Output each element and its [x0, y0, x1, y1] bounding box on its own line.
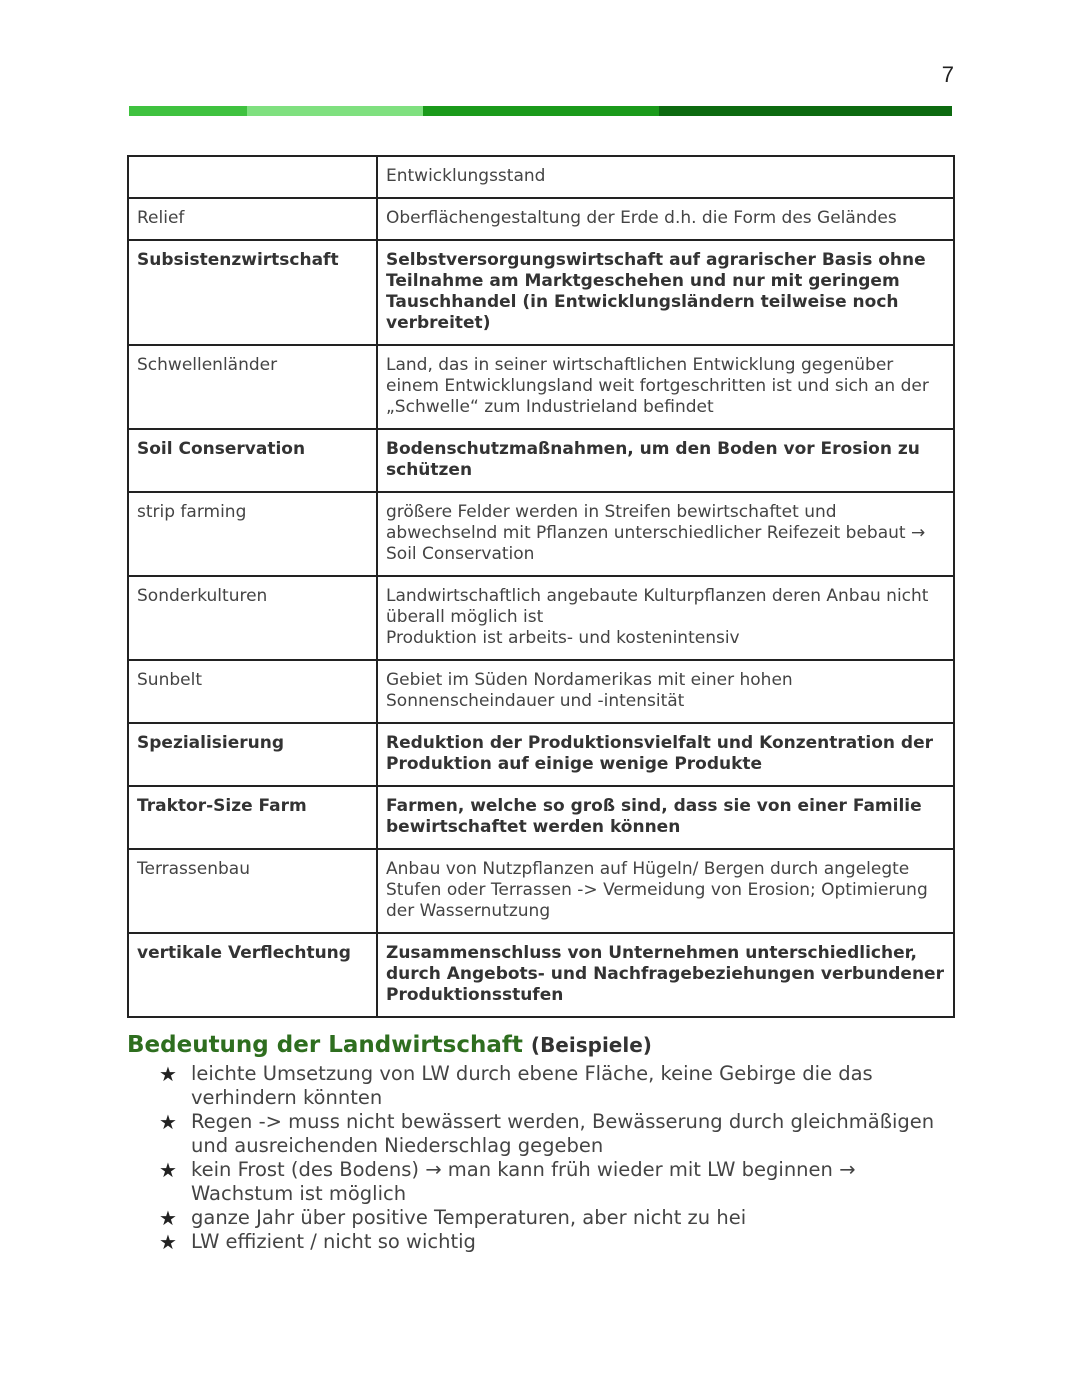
table-row: [128, 849, 954, 933]
color-bar-segment: [247, 106, 423, 116]
definition-cell: Oberflächengestaltung der Erde d.h. die Form des Geländes: [377, 198, 954, 240]
definition-cell: Reduktion der Produktionsvielfalt und Konzentration der Produktion auf einige wenige Produkte: [377, 723, 954, 786]
term-cell: vertikale Verflechtung: [128, 933, 377, 1017]
term-cell: Traktor-Size Farm: [128, 786, 377, 849]
glossary-table: [127, 155, 955, 1018]
list-item: [159, 1158, 955, 1206]
bullet-list: [127, 1062, 955, 1254]
term-cell: Schwellenländer: [128, 345, 377, 429]
table-row: [128, 198, 954, 240]
term-cell: Relief: [128, 198, 377, 240]
table-row: [128, 492, 954, 576]
term-cell: Sunbelt: [128, 660, 377, 723]
bullet-text: ganze Jahr über positive Temperaturen, aber nicht zu hei: [191, 1206, 747, 1229]
term-cell: strip farming: [128, 492, 377, 576]
list-item: [159, 1062, 955, 1110]
color-bar-segment: [129, 106, 247, 116]
definition-cell: Zusammenschluss von Unternehmen unterschiedlicher, durch Angebots- und Nachfragebeziehungen verbundener Produktionsstufen: [377, 933, 954, 1017]
star-icon: ★: [159, 1206, 177, 1230]
term-cell: Subsistenzwirtschaft: [128, 240, 377, 345]
definition-cell: Gebiet im Süden Nordamerikas mit einer hohen Sonnenscheindauer und -intensität: [377, 660, 954, 723]
definition-cell: Selbstversorgungswirtschaft auf agrarischer Basis ohne Teilnahme am Marktgeschehen und nur mit geringem Tauschhandel (in Entwicklungsländern teilweise noch verbreitet): [377, 240, 954, 345]
definition-cell: Landwirtschaftlich angebaute Kulturpflanzen deren Anbau nicht überall möglich ist Produktion ist arbeits- und kostenintensiv: [377, 576, 954, 660]
bullet-text: Regen -> muss nicht bewässert werden, Bewässerung durch gleichmäßigen und ausreichenden Niederschlag gegeben: [191, 1110, 935, 1157]
header-color-bar: [129, 106, 952, 116]
definition-cell: Entwicklungsstand: [377, 156, 954, 198]
table-row: [128, 429, 954, 492]
star-icon: ★: [159, 1158, 177, 1182]
bullet-text: kein Frost (des Bodens) → man kann früh wieder mit LW beginnen → Wachstum ist möglich: [191, 1158, 856, 1205]
list-item: [159, 1206, 955, 1230]
table-row: [128, 240, 954, 345]
definition-cell: Land, das in seiner wirtschaftlichen Entwicklung gegenüber einem Entwicklungsland weit fortgeschritten ist und sich an der „Schwelle“ zum Industrieland befindet: [377, 345, 954, 429]
term-cell: Terrassenbau: [128, 849, 377, 933]
table-row: [128, 156, 954, 198]
section-title: Bedeutung der Landwirtschaft: [127, 1032, 523, 1058]
table-row: [128, 576, 954, 660]
definition-cell: Bodenschutzmaßnahmen, um den Boden vor Erosion zu schützen: [377, 429, 954, 492]
section-heading: [127, 1030, 955, 1060]
term-cell: Soil Conservation: [128, 429, 377, 492]
table-row: [128, 933, 954, 1017]
section-subtitle: (Beispiele): [530, 1033, 652, 1057]
table-row: [128, 660, 954, 723]
page-number: 7: [941, 62, 954, 87]
star-icon: ★: [159, 1110, 177, 1134]
list-item: [159, 1110, 955, 1158]
term-cell: Spezialisierung: [128, 723, 377, 786]
table-row: [128, 786, 954, 849]
star-icon: ★: [159, 1230, 177, 1254]
color-bar-segment: [423, 106, 659, 116]
term-cell: [128, 156, 377, 198]
definition-cell: größere Felder werden in Streifen bewirtschaftet und abwechselnd mit Pflanzen unterschiedlicher Reifezeit bebaut → Soil Conservation: [377, 492, 954, 576]
list-item: [159, 1230, 955, 1254]
definition-cell: Farmen, welche so groß sind, dass sie von einer Familie bewirtschaftet werden können: [377, 786, 954, 849]
bullet-text: LW effizient / nicht so wichtig: [191, 1230, 476, 1253]
bullet-text: leichte Umsetzung von LW durch ebene Fläche, keine Gebirge die das verhindern könnten: [191, 1062, 873, 1109]
table-row: [128, 723, 954, 786]
importance-section: [127, 1030, 955, 1254]
star-icon: ★: [159, 1062, 177, 1086]
color-bar-segment: [659, 106, 952, 116]
definition-cell: Anbau von Nutzpflanzen auf Hügeln/ Bergen durch angelegte Stufen oder Terrassen -> Vermeidung von Erosion; Optimierung der Wassernutzung: [377, 849, 954, 933]
table-row: [128, 345, 954, 429]
term-cell: Sonderkulturen: [128, 576, 377, 660]
